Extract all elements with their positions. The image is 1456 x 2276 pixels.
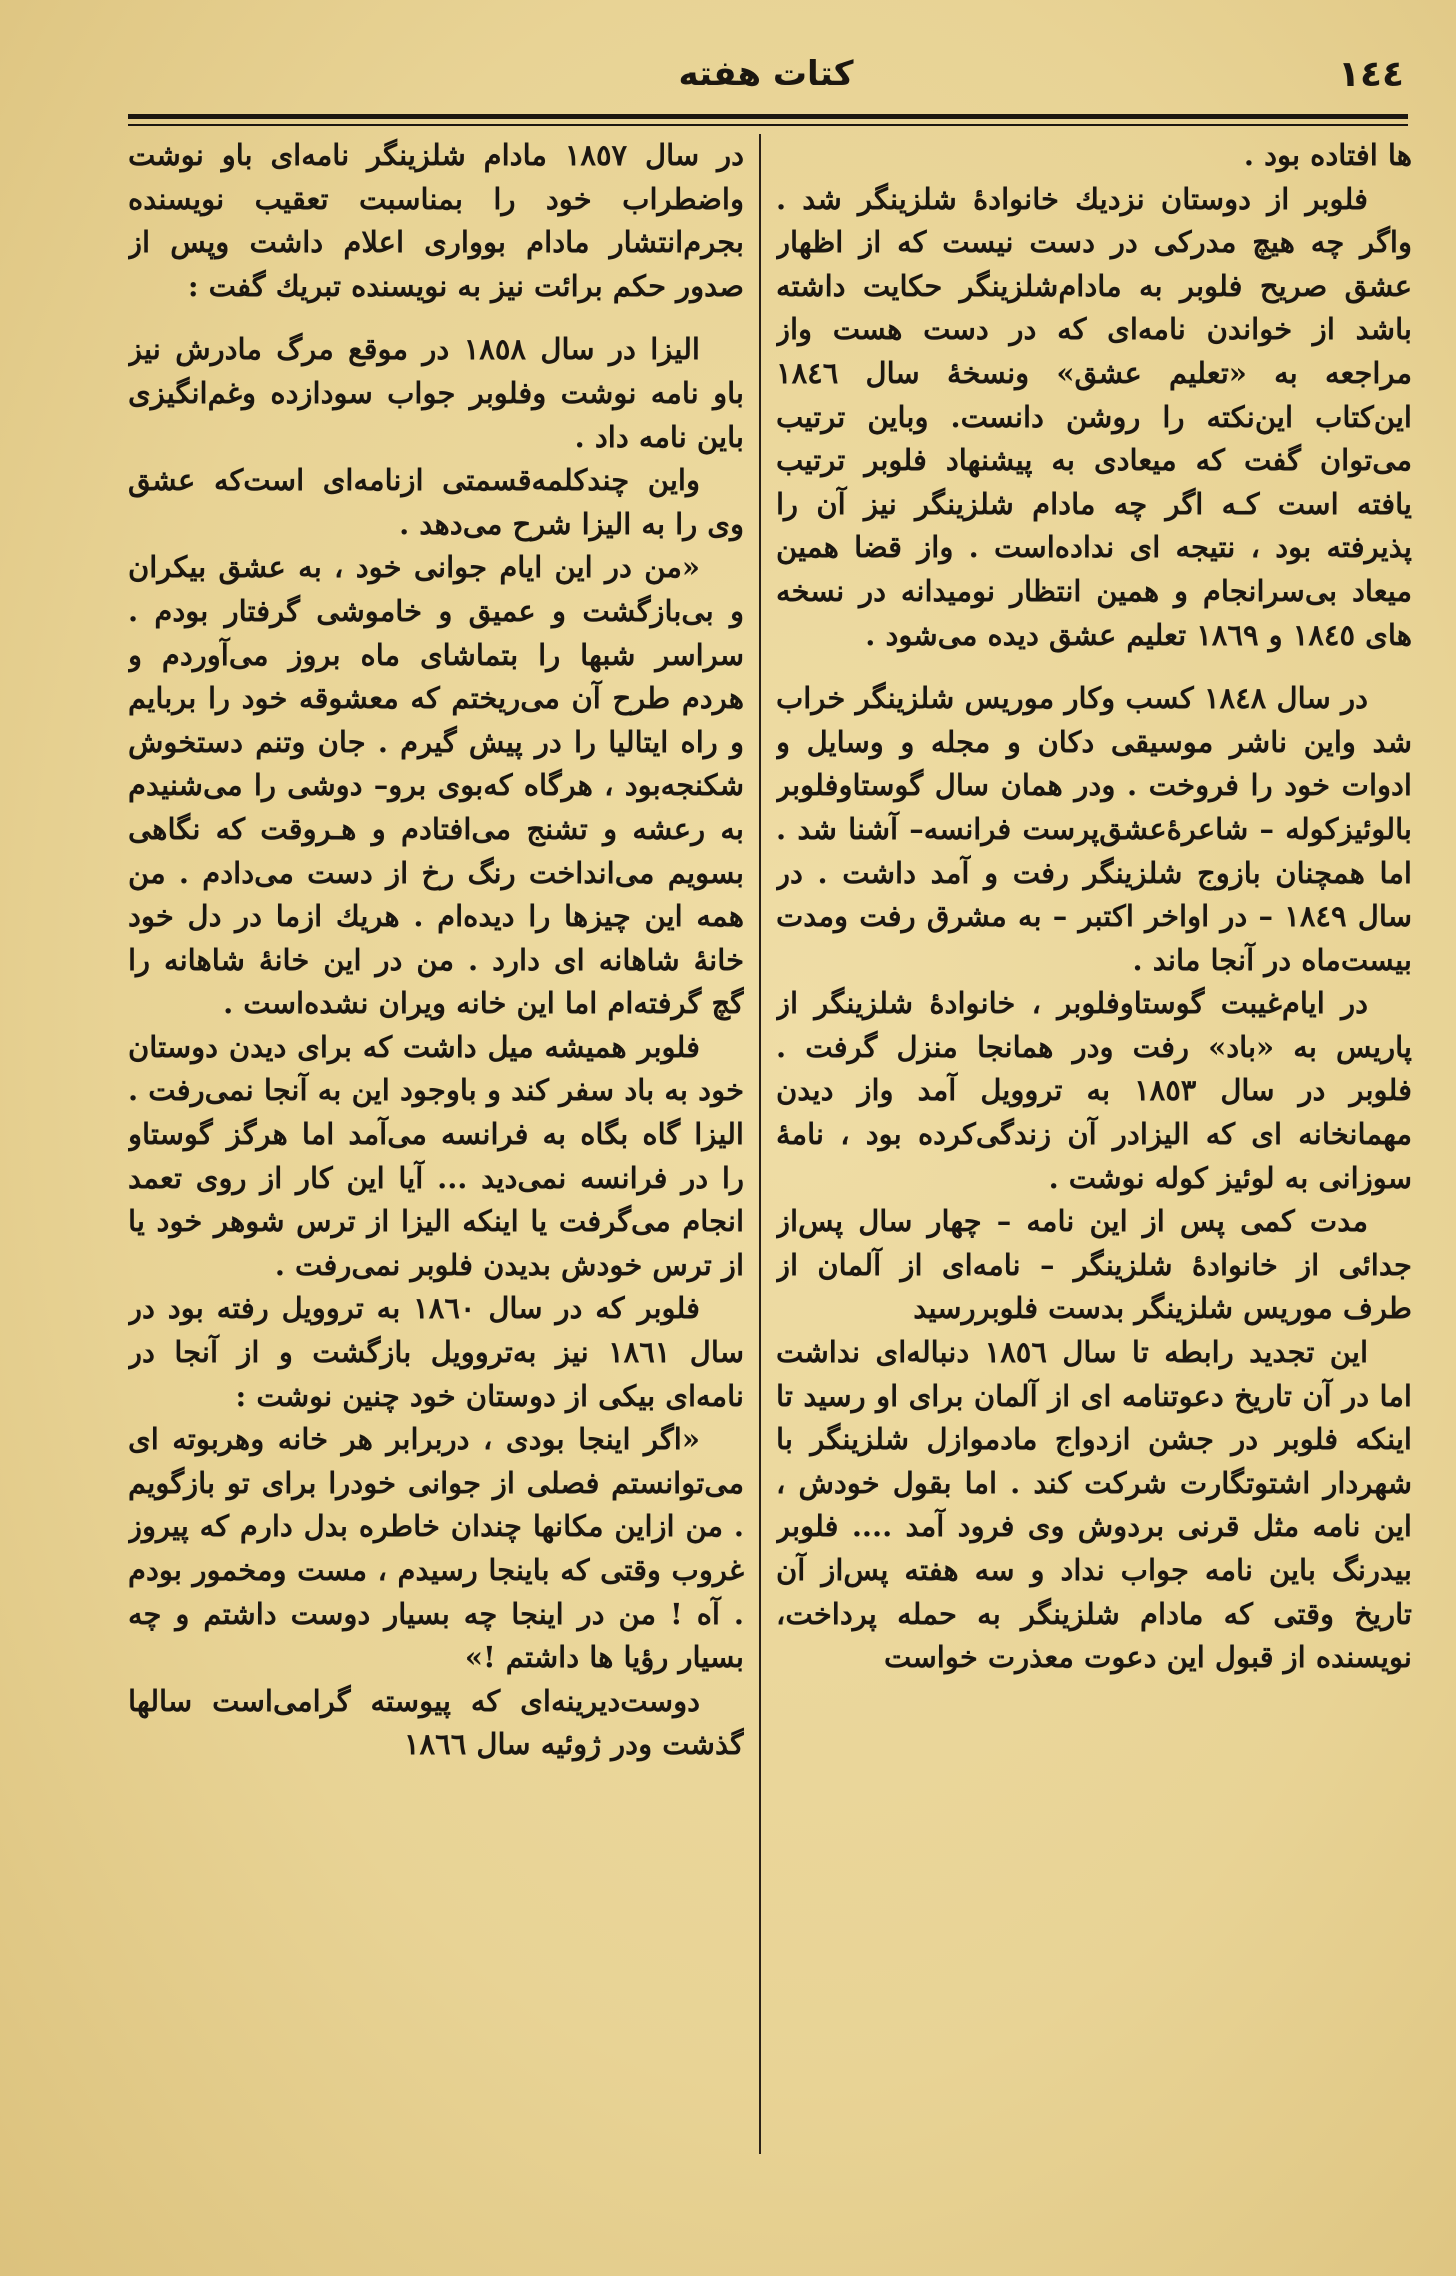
column-divider [759,134,761,2154]
paragraph: ها افتاده بود . [1243,138,1412,172]
paragraph: در سال ١٨٤٨ کسب وکار موریس شلزینگر خراب شد واین ناشر موسیقی دکان و مجله و وسایل و ادوات خود را فروخت . ودر همان سال گوستاوفلوبر بالوئیزکوله – شاعرهٔ‌عشق‌پرست فرانسه– آشنا شد . اما همچنان بازوج شلزینگر رفت و آمد داشت . در سال ١٨٤٩ – در اواخر اکتبر – به مشرق رفت ومدت بیست‌ماه در آنجا ماند . [776,681,1412,977]
left-column [128,134,744,2164]
magazine-title: كتات هفته [678,54,854,94]
paragraph: در سال ١٨٥٧ مادام شلزینگر نامه‌ای باو نوشت واضطراب خود را بمناسبت تعقیب نویسنده بجرم‌انتشار مادام بوواری اعلام داشت وپس از صدور حکم برائت نیز به نویسنده تبریك گفت : [128,138,744,303]
header-rule [128,114,1408,119]
paragraph: فلوبر از دوستان نزدیك خانوادهٔ شلزینگر شد . واگر چه هیچ مدرکی در دست نیست که از اظهار عشق صریح فلوبر به مادام‌شلزینگر حکایت داشته باشد از خواندن نامه‌ای که در دست هست واز مراجعه به «تعلیم عشق» ونسخهٔ سال ١٨٤٦ این‌کتاب این‌نکته را روشن دانست. وباین ترتیب می‌توان گفت که میعادی به پیشنهاد فلوبر ترتیب یافته است کـه اگر چه مادام شلزینگر نیز آن را پذیرفته بود ، نتیجه ای نداده‌است . واز قضا همین میعاد بی‌سرانجام و همین انتظار نومیدانه در نسخه های ١٨٤٥ و ١٨٦٩ تعلیم عشق دیده می‌شود . [776,181,1412,652]
right-column [776,134,1412,2164]
paragraph: واین چندکلمه‌قسمتی ازنامه‌ای است‌که عشق وی را به الیزا شرح می‌دهد . [128,463,744,541]
page-header [128,54,1404,110]
paragraph: این تجدید رابطه تا سال ١٨٥٦ دنباله‌ای نداشت اما در آن تاریخ دعوتنامه ای از آلمان برای او رسید تا اینکه فلوبر در جشن ازدواج مادموازل شلزینگر با شهردار اشتوتگارت شرکت کند . اما بقول خودش ، این نامه مثل قرنی بردوش وی فرود آمد .... فلوبر بیدرنگ باین نامه جواب نداد و سه هفته پس‌از آن تاریخ وقتی که مادام شلزینگر به حمله پرداخت، نویسنده از قبول این دعوت معذرت خواست [776,1335,1412,1675]
quote-paragraph: «من در این ایام جوانی خود ، به عشق بیکران و بی‌بازگشت و عمیق و خاموشی گرفتار بودم . سراسر شبها را بتماشای ماه بروز می‌آوردم و هردم طرح آن می‌ریختم که معشوقه خود را بربایم و راه ایتالیا را در پیش گیرم . جان وتنم دستخوش شکنجه‌بود ، هرگاه که‌بوی برو– دوشی را می‌شنیدم به رعشه و تشنج می‌افتادم و هـروقت که نگاهی بسویم می‌انداخت رنگ رخ از دست می‌دادم . من همه این چیزها را دیده‌ام . هریك ازما در دل خود خانهٔ شاهانه ای دارد . من در این خانهٔ شاهانه را گچ گرفته‌ام اما این خانه ویران نشده‌است . [128,550,744,1021]
page-number: ١٤٤ [1338,54,1404,95]
paragraph: فلوبر که در سال ١٨٦٠ به تروویل رفته بود در سال ١٨٦١ نیز به‌تروویل بازگشت و از آنجا در نامه‌ای بیکی از دوستان خود چنین نوشت : [128,1291,744,1413]
paragraph: فلوبر همیشه میل داشت که برای دیدن دوستان خود به باد سفر کند و باوجود این به آنجا نمی‌رفت . الیزا گاه بگاه به فرانسه می‌آمد اما هرگز گوستاو را در فرانسه نمی‌دید ... آیا این کار از روی تعمد انجام می‌گرفت یا اینکه الیزا از ترس شوهر خود یا از ترس خودش بدیدن فلوبر نمی‌رفت . [128,1029,744,1282]
paragraph: مدت کمی پس از این نامه – چهار سال پس‌از جدائی از خانوادهٔ شلزینگر – نامه‌ای از آلمان از طرف موریس شلزینگر بدست فلوبررسید [776,1204,1412,1326]
paragraph: در ایام‌غیبت گوستاوفلوبر ، خانوادهٔ شلزینگر از پاریس به «باد» رفت ودر همانجا منزل گرفت . فلوبر در سال ١٨٥٣ به تروویل آمد واز دیدن مهمانخانه ای که الیزادر آن زندگی‌کرده بود ، نامهٔ سوزانی به لوئیز کوله نوشت . [776,986,1412,1195]
paragraph: دوست‌دیرینه‌ای که پیوسته گرامی‌است سالها گذشت ودر ژوئیه سال ١٨٦٦ [128,1683,744,1762]
paragraph: الیزا در سال ١٨٥٨ در موقع مرگ مادرش نیز باو نامه نوشت وفلوبر جواب سودازده وغم‌انگیزی باین نامه داد . [128,332,744,454]
header-rule-thin [128,124,1408,126]
quote-paragraph: «اگر اینجا بودی ، دربرابر هر خانه وهربوته ای می‌توانستم فصلی از جوانی خودرا برای تو بازگویم . من ازاین مکانها چندان خاطره بدل دارم که پیروز غروب وقتی که باینجا رسیدم ، مست ومخمور بودم . آه ! من در اینجا چه بسیار دوست داشتم و چه بسیار رؤیا ها داشتم !» [128,1422,744,1675]
